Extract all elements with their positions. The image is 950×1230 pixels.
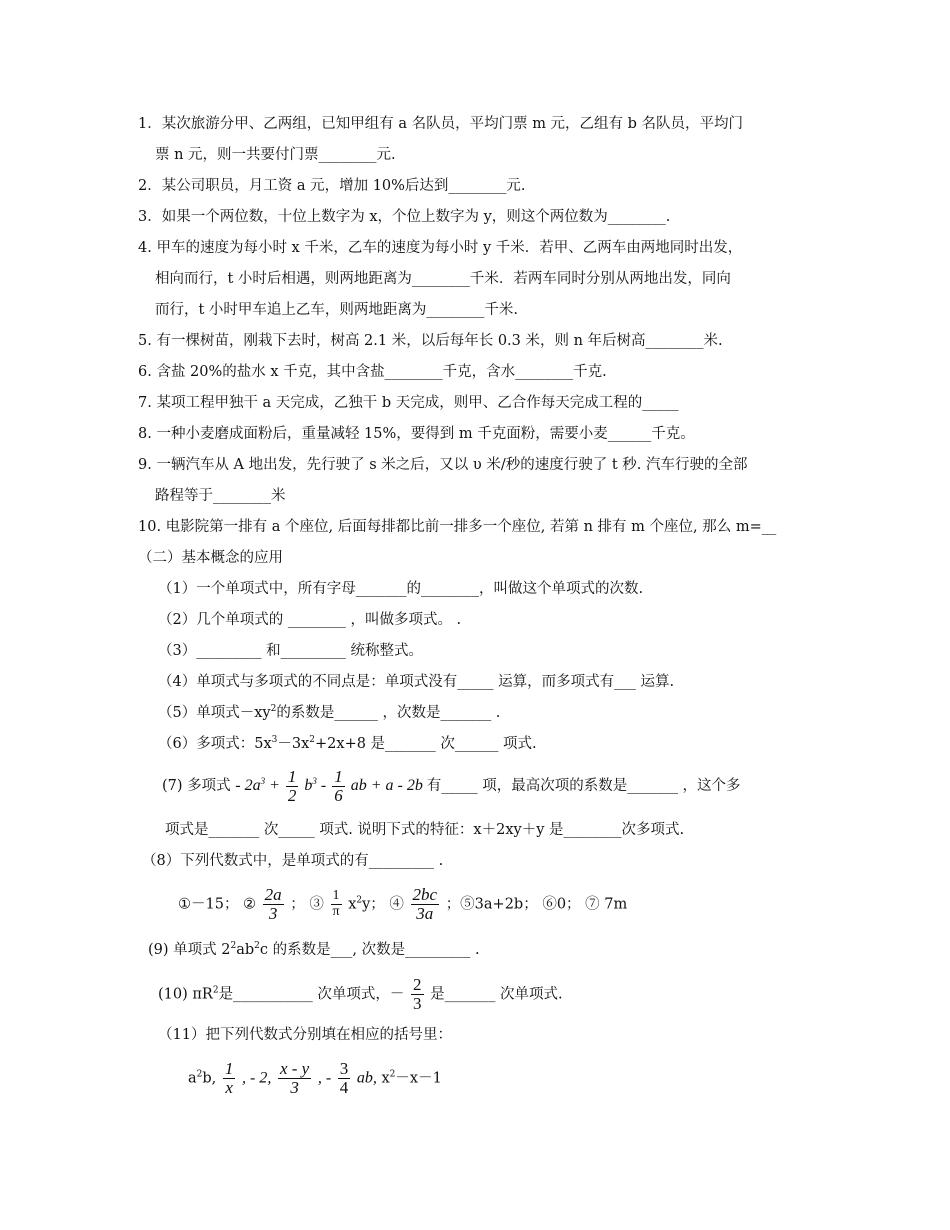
question-9-line-2: 路程等于________米	[155, 488, 286, 504]
fraction-one-sixth: $\frac{1}{6}$	[334, 767, 343, 805]
fraction-2a-over-3: $\frac{2a}{3}$	[264, 885, 282, 923]
section-heading: （二）基本概念的应用	[138, 550, 283, 566]
concept-7-line-2: 项式是_______ 次_____ 项式. 说明下式的特征：x＋2xy＋y 是________次多项式.	[165, 822, 685, 838]
fraction-1-over-x: $\frac{1}{x}$	[224, 1059, 234, 1097]
concept-3: （3）_________ 和_________ 统称整式。	[158, 643, 423, 659]
concept-11: （11）把下列代数式分别填在相应的括号里：	[158, 1027, 452, 1043]
question-7: 7. 某项工程甲独干 a 天完成，乙独干 b 天完成，则甲、乙合作每天完成工程的_____	[138, 395, 679, 411]
question-3: 3．如果一个两位数，十位上数字为 x，个位上数字为 y，则这个两位数为________.	[138, 209, 671, 225]
question-4-line-1: 4. 甲车的速度为每小时 x 千米，乙车的速度为每小时 y 千米．若甲、乙两车由两地同时出发，	[138, 240, 743, 256]
concept-7-line-1: (7) 多项式 - $2a^3$ + $\frac{1}{2}$ $b^3$ - $\frac{1}{6}$ ab + a - 2b 有_____ 项，最高次项的系数是_______ ，这个多	[162, 767, 741, 805]
question-2: 2．某公司职员，月工资 a 元，增加 10%后达到________元.	[138, 178, 526, 194]
question-4-line-3: 而行，t 小时甲车追上乙车，则两地距离为________千米.	[155, 302, 519, 318]
concept-11-expressions: $a^2b$, $\frac{1}{x}$ , - 2, $\frac{x - y}{3}$ , - $\frac{3}{4}$ ab, $x^2-x-1$	[188, 1059, 442, 1097]
concept-8: （8）下列代数式中，是单项式的有_________ .	[142, 853, 444, 869]
concept-9: (9) 单项式 $2^2ab^2c$ 的系数是___, 次数是_________ .	[148, 941, 480, 958]
question-1-line-1: 1．某次旅游分甲、乙两组，已知甲组有 a 名队员，平均门票 m 元，乙组有 b 名队员，平均门	[138, 116, 744, 132]
fraction-x-minus-y-over-3: $\frac{x - y}{3}$	[279, 1059, 310, 1097]
question-6: 6. 含盐 20%的盐水 x 千克，其中含盐________千克，含水________千克.	[138, 364, 607, 380]
fraction-one-half: $\frac{1}{2}$	[287, 767, 297, 805]
concept-2: （2）几个单项式的 ________ ，叫做多项式。 .	[158, 612, 462, 628]
polynomial-expression: - $2a^3$ + $\frac{1}{2}$ $b^3$ - $\frac{1}{6}$ ab + a - 2b	[235, 767, 423, 805]
question-10: 10. 电影院第一排有 a 个座位, 后面每排都比前一排多一个座位, 若第 n 排有 m 个座位, 那么 m=__	[138, 519, 777, 535]
concept-4: （4）单项式与多项式的不同点是：单项式没有_____ 运算，而多项式有___ 运算.	[158, 674, 675, 690]
fraction-three-quarters: $\frac{3}{4}$	[339, 1059, 349, 1097]
concept-1: （1）一个单项式中，所有字母_______的________，叫做这个单项式的次数.	[158, 581, 644, 597]
concept-10: (10) $\pi R^2$是___________ 次单项式，－ $\frac{2}{3}$ 是_______ 次单项式.	[158, 975, 563, 1013]
fraction-two-thirds: $\frac{2}{3}$	[413, 975, 422, 1013]
question-4-line-2: 相向而行，t 小时后相遇，则两地距离为________千米．若两车同时分别从两地出发，同向	[155, 271, 731, 287]
concept-5: （5）单项式$-xy^2$的系数是______ ，次数是_______ .	[158, 704, 501, 721]
fraction-2bc-over-3a: $\frac{2bc}{3a}$	[412, 885, 438, 923]
concept-8-options: ①－15； ② $\frac{2a}{3}$ ； ③ $\frac{1}{\pi}$ $x^2y$； ④ $\frac{2bc}{3a}$ ；⑤3a+2b； ⑥0； ⑦ 7m	[178, 885, 628, 923]
question-1-line-2: 票 n 元，则一共要付门票________元.	[155, 147, 396, 163]
fraction-1-over-pi: $\frac{1}{\pi}$	[332, 888, 340, 919]
concept-6: （6）多项式：$5x^3-3x^2+2x+8$ 是_______ 次______ 项式.	[158, 735, 537, 752]
question-5: 5. 有一棵树苗，刚栽下去时，树高 2.1 米，以后每年长 0.3 米，则 n 年后树高________米.	[138, 333, 723, 349]
question-9-line-1: 9. 一辆汽车从 A 地出发，先行驶了 s 米之后，又以 υ 米/秒的速度行驶了 t 秒. 汽车行驶的全部	[138, 457, 748, 473]
question-8: 8. 一种小麦磨成面粉后，重量减轻 15%，要得到 m 千克面粉，需要小麦______千克。	[138, 426, 695, 442]
